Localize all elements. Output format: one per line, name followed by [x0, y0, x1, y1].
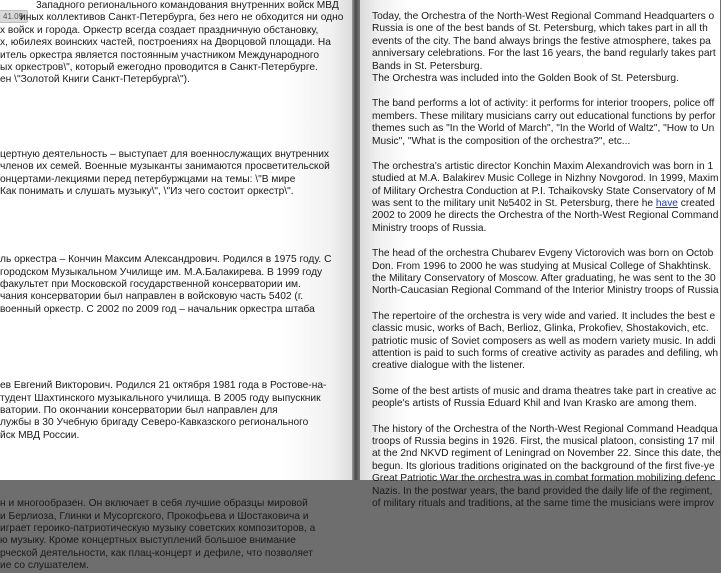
left-paragraph-2	[0, 149, 343, 199]
text-line: troops of Russia begins in 1926. First, the musical platoon, consisting 17 mil	[372, 435, 715, 447]
text-line: The Orchestra was included into the Golden Book of St. Petersburg.	[372, 72, 679, 84]
text-line: рческой деятельности, как плац-концерт и дефиле, что позволяет	[0, 547, 313, 559]
text-line	[372, 223, 721, 235]
text-line: Don. From 1996 to 2000 he was studying at Musical College of Shakhtinsk.	[372, 260, 712, 272]
text-line	[372, 173, 721, 185]
text-line: the Military Conservatory of Moscow. After graduating, he was sent to the 30	[372, 273, 716, 285]
text-line: играет героико-патриотическую музыку советских композиторов, а	[0, 522, 316, 534]
right-paragraph-5	[372, 311, 721, 373]
text-line: ль оркестра – Кончин Максим Александрович. Родился в 1975 году. С	[0, 254, 332, 266]
text-line: classic music, works of Bach, Berlioz, Glinka, Prokofiev, Shostakovich, etc.	[372, 323, 709, 335]
text-line: Nazis. In the postwar years, the band provided the daily life of the regiment,	[372, 485, 713, 497]
text-run: created	[677, 198, 715, 210]
text-line: The repertoire of the orchestra is very wide and varied. It includes the best e	[372, 310, 716, 322]
text-line: themes such as "In the World of March", "In the World of Waltz", "How to Un	[372, 123, 715, 135]
text-line: и Берлиоза, Глинки и Мусоргского, Прокофьева и Шостаковича и	[0, 510, 309, 522]
text-line: Today, the Orchestra of the North-West Regional Command Headquarters o	[372, 11, 715, 22]
text-line	[372, 198, 721, 210]
text-line: anniversary celebrations. For the last 16 years, the band regularly takes part	[372, 48, 716, 60]
text-line: at the 2nd NKVD regiment of Leningrad on November 22. Since this date, the	[372, 448, 721, 460]
text-line: people's artists of Russia Eduard Khil and Ivan Krasko are among them.	[372, 398, 697, 410]
text-line: The head of the orchestra Chubarev Evgeny Victorovich was born on Octob	[372, 248, 714, 260]
left-paragraph-3	[0, 254, 343, 316]
text-line: н и многообразен. Он включает в себя лучшие образцы мировой	[0, 498, 308, 510]
text-line: х войск и города. Оркестр всегда создает праздничную обстановку,	[0, 24, 319, 36]
text-line: begun. Its glorious traditions originated on the background of the first five-ye	[372, 460, 715, 472]
text-run: Ministry troops of Russia.	[372, 222, 487, 234]
text-line: The band performs a lot of activity: it performs for interior troopers, police off	[372, 98, 715, 110]
text-line: Russia is one of the best bands of St. Petersburg, which takes part in all th	[372, 23, 708, 35]
page-number-badge: 41.09	[0, 10, 28, 23]
text-line: of military rituals and traditions, at the same time the musicians were improv	[372, 497, 714, 509]
text-line: ватории. По окончании консерватории был направлен для	[0, 405, 278, 417]
left-text-column	[0, 0, 343, 573]
text-line: городском Музыкальном Училище им. М.А.Балакирева. В 1999 году	[0, 266, 323, 278]
right-paragraph-6	[372, 386, 721, 411]
text-line: ен \"Золотой Книги Санкт-Петербурга\").	[0, 74, 190, 86]
text-line: цертную деятельность – выступает для военнослужащих внутренних	[0, 148, 330, 160]
text-line: Bands in St. Petersburg.	[372, 60, 483, 72]
right-text-column	[372, 0, 721, 510]
text-line: тудент Шахтинского музыкального училища. В 2005 году выпускник	[0, 392, 321, 404]
right-paragraph-2	[372, 98, 721, 148]
text-run: The orchestra's artistic director Konchin Maxim Alexandrovich was born in 1	[372, 160, 714, 172]
text-line	[372, 161, 721, 173]
text-line: Music", "What is the composition of the orchestra?", etc...	[372, 135, 631, 147]
text-line: йск МВД России.	[0, 429, 80, 441]
left-paragraph-5	[0, 498, 343, 572]
text-line	[372, 186, 721, 198]
left-page-russian[interactable]	[0, 0, 352, 572]
text-line: чания консерватории был направлен в войсковую часть 5402 (г.	[0, 291, 304, 303]
text-line: иных коллективов Санкт-Петербурга, без него не обходится ни одно	[20, 12, 344, 24]
text-line: creative dialogue with the listener.	[372, 360, 525, 372]
text-run: was sent to the military unit №5402 in St. Petersburg, there he	[372, 198, 656, 210]
text-line: лужбы в 30 Учебную бригаду Северо-Кавказского регионального	[0, 417, 309, 429]
text-line: Great Patriotic War the orchestra was in combat formation mobilizing defenc	[372, 473, 716, 485]
right-paragraph-3	[372, 161, 721, 235]
text-line: members. These military musicians carry out educational functions by perfor	[372, 110, 716, 122]
text-line: patriotic music of Soviet composers as well as modern variety music. In addi	[372, 335, 716, 347]
text-line: events of the city. The band always brings the festive atmosphere, takes pa	[372, 35, 711, 47]
right-paragraph-7	[372, 424, 721, 511]
text-line: х, юбилеях воинских частей, построениях на Дворцовой площади. На	[0, 37, 331, 49]
text-line: Some of the best artists of music and drama theatres take part in creative ac	[372, 385, 717, 397]
text-line: Как понимать и слушать музыку\", \"Из чего состоит оркестр\".	[0, 185, 294, 197]
text-line: итель оркестра является постоянным участником Международного	[0, 49, 320, 61]
text-line: ых оркестров\", который ежегодно проводится в Санкт-Петербурге.	[0, 61, 318, 73]
right-paragraph-4	[372, 248, 721, 298]
text-line: онцертами-лекциями перед петербуржцами на темы: \"В мире	[0, 173, 296, 185]
text-line: 3ападного регионального командования внутренних войск МВД	[36, 0, 339, 11]
text-line: attention is paid to such forms of creative activity as parades and defiling, wh	[372, 347, 718, 359]
book-gutter	[352, 0, 360, 480]
right-paragraph-1	[372, 11, 721, 85]
left-paragraph-4	[0, 380, 343, 442]
have-link[interactable]: have	[655, 198, 678, 210]
text-line: ие со слушателем.	[0, 560, 89, 572]
left-paragraph-1	[0, 0, 343, 87]
text-line: ю музыку. Кроме концертных выступлений большое внимание	[0, 535, 296, 547]
text-run: studied at M.A. Balakirev Music College in Nizhny Novgorod. In 1999, Maxim	[372, 173, 719, 185]
text-line: факультет при Московской государственной консерватории им.	[0, 279, 301, 291]
text-run: 2002 to 2009 he directs the Orchestra of the North-West Regional Command	[372, 210, 719, 222]
text-line: ев Евгений Викторович. Родился 21 октября 1981 года в Ростове-на-	[0, 380, 327, 392]
right-page-english[interactable]	[360, 0, 721, 509]
text-line	[372, 210, 721, 222]
text-line: The history of the Orchestra of the North-West Regional Command Headqua	[372, 423, 718, 435]
text-line: членов их семей. Военные музыканты занимаются просветительской	[0, 161, 330, 173]
text-run: of Military Orchestra Conduction at P.I. Tchaikovsky State Conservatory of M	[372, 185, 716, 197]
text-line: North-Caucasian Regional Command of the Interior Ministry troops of Russia	[372, 285, 719, 297]
text-line: военный оркестр. С 2002 по 2009 год – начальник оркестра штаба	[0, 303, 315, 315]
